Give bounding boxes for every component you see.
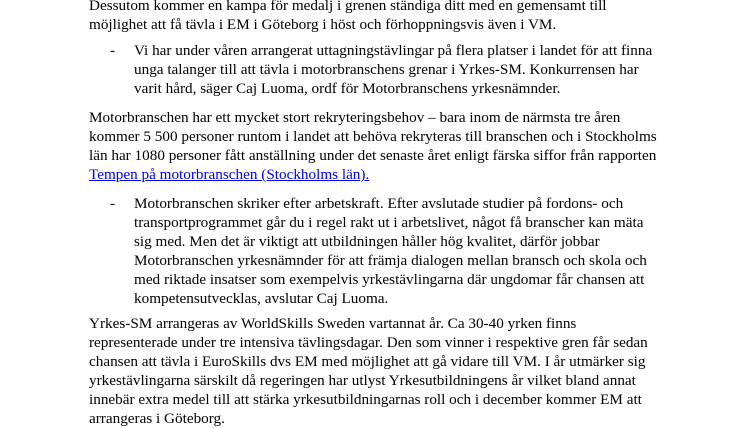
text-line: Vi har under våren arrangerat uttagningstävlingar på flera platser i landet för att finna [134,42,653,59]
text-line: representerade under tre intensiva tävlingsdagar. Den som vinner i respektive gren får sedan [89,334,648,351]
text-line: arrangeras i Göteborg. [89,410,225,427]
dash-bullet: - [110,42,116,59]
text-line: unga talanger till att tävla i motorbranschens grenar i Yrkes-SM. Konkurrensen har [134,61,639,78]
report-link[interactable]: Tempen på motorbranschen (Stockholms län). [89,166,370,183]
text-line: med riktade insatser som exempelvis yrkestävlingarna där ungdomar får chansen att [134,271,645,288]
quote-paragraph-luoma-2 [134,194,647,308]
yrkes-sm-paragraph [89,314,648,428]
text-line: innebär extra medel till att stärka yrkesutbildningarnas roll och i december kommer EM att [89,391,642,408]
intro-paragraph [89,0,607,34]
link-line [89,165,657,184]
text-line: varit hård, säger Caj Luoma, ordf för Motorbranschens yrkesnämnder. [134,80,561,97]
text-line: kompetensutvecklas, avslutar Caj Luoma. [134,290,389,307]
text-line: transportprogrammet går du i regel rakt ut i arbetslivet, något få branscher kan mäta [134,214,644,231]
text-line: möjlighet att få tävla i EM i Göteborg i höst och förhoppningsvis även i VM. [89,16,557,33]
text-line: Motorbranschen skriker efter arbetskraft. Efter avslutade studier på fordons- och [134,195,624,212]
text-line: Motorbranschen yrkesnämnder för att främja dialogen mellan bransch och skola och [134,252,647,269]
text-line: Yrkes-SM arrangeras av WorldSkills Sweden vartannat år. Ca 30-40 yrken finns [89,315,577,332]
text-line: yrkestävlingarna särskilt då regeringen har utlyst Yrkesutbildningens år vilket bland annat [89,372,636,389]
text-line: sig med. Men det är viktigt att utbildningen håller hög kvalitet, därför jobbar [134,233,600,250]
text-line: Dessutom kommer en kampa för medalj i grenen ständiga ditt med en gemensamt till [89,0,607,14]
motorbranschen-paragraph [89,108,657,184]
text-line: chansen att tävla i EuroSkills dvs EM med möjlighet att gå vidare till VM. I år utmärker sig [89,353,646,370]
text-line: Motorbranschen har ett mycket stort rekryteringsbehov – bara inom de närmsta tre åren [89,109,621,126]
quote-paragraph-luoma-1 [134,41,652,98]
text-line: kommer 5 500 personer runtom i landet att behöva rekryteras till branschen och i Stockholms [89,128,657,145]
text-line: län har 1080 personer fått anställning under det senaste året enligt färska siffor från rapporten [89,147,657,164]
dash-bullet: - [110,195,116,212]
